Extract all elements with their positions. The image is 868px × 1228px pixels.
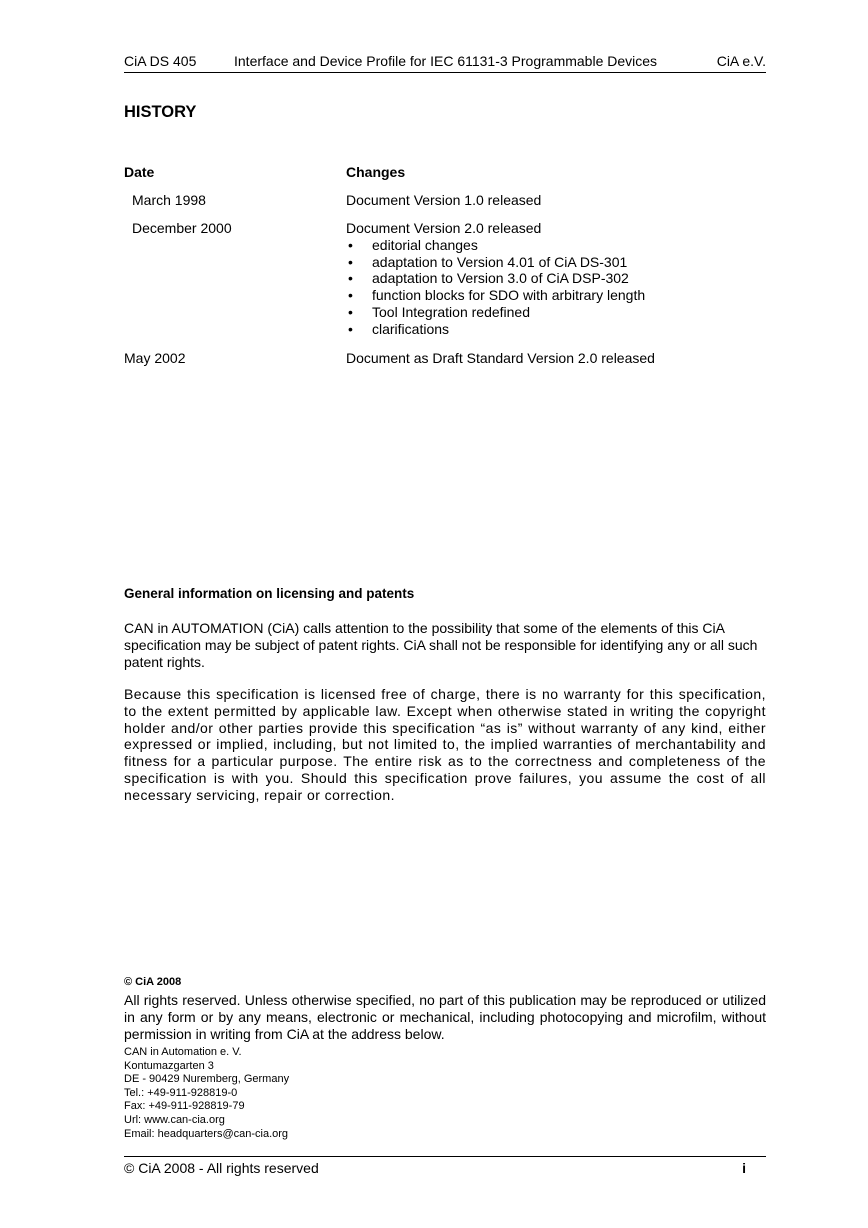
- address-line: Kontumazgarten 3: [124, 1059, 214, 1072]
- history-row: [124, 350, 766, 370]
- address-line: DE - 90429 Nuremberg, Germany: [124, 1073, 290, 1086]
- column-header-changes: Changes: [346, 164, 406, 180]
- document-page: [124, 0, 766, 1228]
- page-number: i: [742, 1160, 746, 1176]
- contact-address: [124, 1046, 289, 1141]
- footer-copyright: © CiA 2008 - All rights reserved: [124, 1160, 319, 1176]
- licensing-paragraph-warranty: Because this specification is licensed free of charge, there is no warranty for this specification, to the extent permitted by applicable law. Except when otherwise stated in writing the copyright holder and/or other parties provide this specification “as is” without warranty of any kind, either expressed or implied, including, but not limited to, the implied warranties of merchantability and fitness for a particular purpose. The entire risk as to the correctness and completeness of the specification is with you. Should this specification prove failures, you assume the cost of all necessary servicing, repair or correction.: [124, 686, 766, 803]
- history-date: March 1998: [132, 192, 206, 208]
- history-date: May 2002: [124, 350, 186, 366]
- change-list-item: • adaptation to Version 4.01 of CiA DS-301: [346, 254, 766, 271]
- history-change: Document as Draft Standard Version 2.0 released: [346, 350, 655, 366]
- page-footer: [124, 1156, 766, 1177]
- page-header: [124, 52, 766, 73]
- change-list-item: • editorial changes: [346, 237, 766, 254]
- history-table: [124, 164, 766, 370]
- address-line: Email: headquarters@can-cia.org: [124, 1127, 289, 1140]
- copyright-notice: All rights reserved. Unless otherwise specified, no part of this publication may be reproduced or utilized in any form or by any means, electronic or mechanical, including photocopying and microfilm, without permission in writing from CiA at the address below.: [124, 992, 766, 1042]
- change-list-item: • adaptation to Version 3.0 of CiA DSP-302: [346, 270, 766, 287]
- address-line: Tel.: +49-911-928819-0: [124, 1086, 238, 1099]
- copyright-heading: © CiA 2008: [124, 976, 182, 988]
- history-change: Document Version 2.0 released: [346, 220, 542, 236]
- licensing-heading: General information on licensing and patents: [124, 586, 415, 601]
- change-list-item: • function blocks for SDO with arbitrary length: [346, 287, 766, 304]
- history-change: Document Version 1.0 released: [346, 192, 542, 208]
- header-doc-id: CiA DS 405: [124, 53, 197, 69]
- change-list-item: • clarifications: [346, 321, 766, 338]
- history-row: [124, 192, 766, 220]
- address-line: CAN in Automation e. V.: [124, 1046, 242, 1058]
- history-date: December 2000: [132, 220, 232, 236]
- history-row: [124, 220, 766, 350]
- address-line: Fax: +49-911-928819-79: [124, 1100, 245, 1113]
- column-header-date: Date: [124, 164, 155, 180]
- address-line: Url: www.can-cia.org: [124, 1113, 225, 1126]
- change-list-item: • Tool Integration redefined: [346, 304, 766, 321]
- header-doc-title: Interface and Device Profile for IEC 61131-3 Programmable Devices: [234, 53, 658, 69]
- history-heading: HISTORY: [124, 103, 197, 121]
- history-table-header: [124, 164, 766, 192]
- change-list: [346, 237, 766, 338]
- header-org: CiA e.V.: [716, 53, 766, 69]
- licensing-paragraph-patents: CAN in AUTOMATION (CiA) calls attention to the possibility that some of the elements of this CiA specification may be subject of patent rights. CiA shall not be responsible for identifying any or all such patent rights.: [124, 620, 758, 670]
